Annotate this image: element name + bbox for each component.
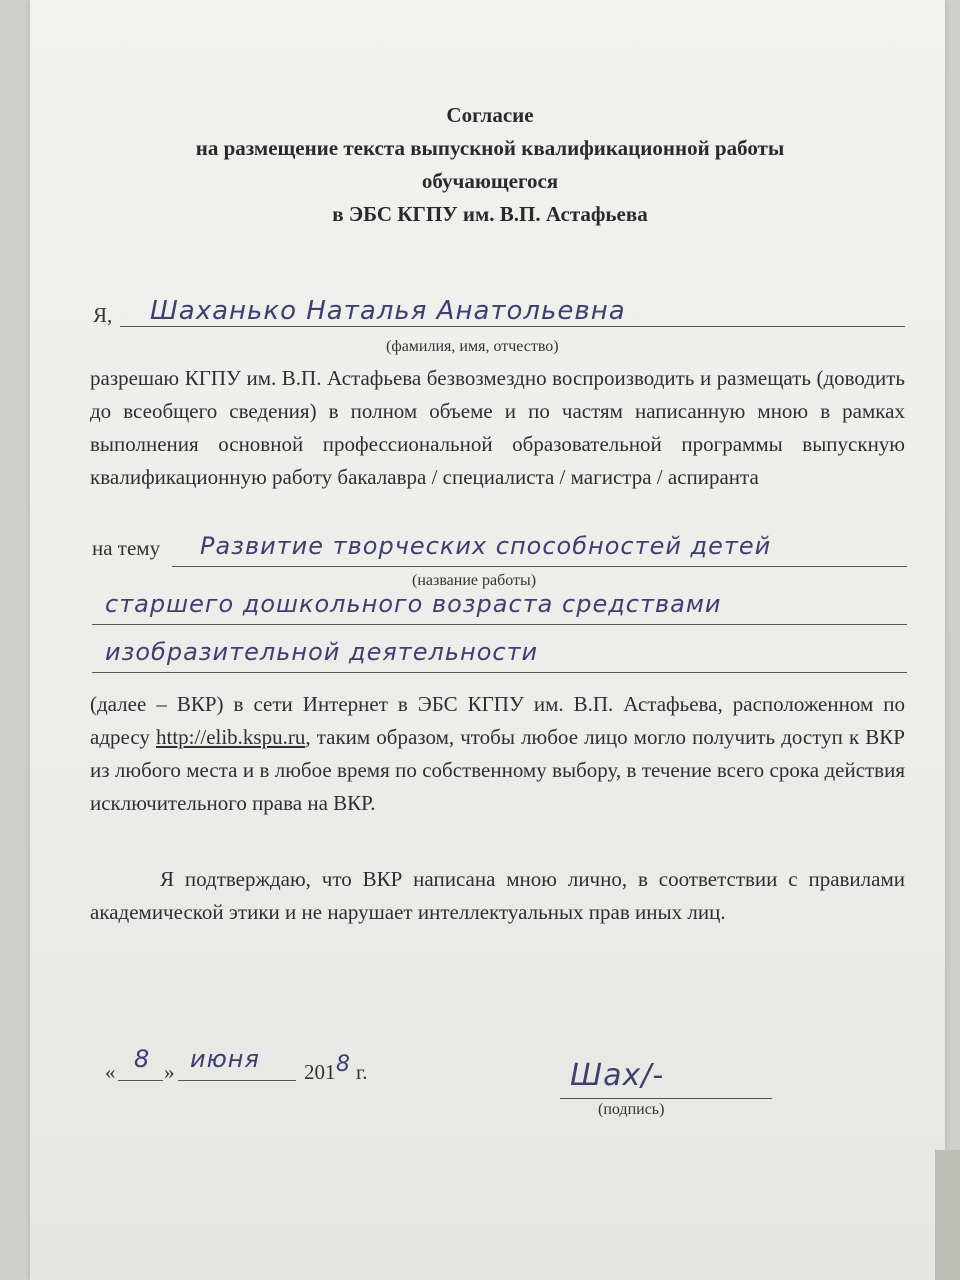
signature-underline (560, 1098, 772, 1099)
document-subtitle-3: в ЭБС КГПУ им. В.П. Астафьева (332, 202, 648, 226)
date-month: июня (190, 1045, 260, 1073)
page-edge (935, 1150, 960, 1280)
name-caption: (фамилия, имя, отчество) (386, 338, 559, 355)
publication-paragraph (90, 688, 905, 820)
date-year-prefix: 201 (304, 1060, 336, 1084)
topic-underline-3 (92, 672, 907, 673)
signature-caption: (подпись) (598, 1101, 665, 1118)
name-handwritten: Шаханько Наталья Анатольевна (150, 296, 626, 326)
topic-line-3: изобразительной деятельности (105, 638, 539, 666)
date-year-digit: 8 (336, 1052, 351, 1077)
name-prefix: Я, (93, 303, 113, 327)
topic-line-2: старшего дошкольного возраста средствами (105, 590, 722, 618)
topic-underline-1 (172, 566, 907, 567)
date-day: 8 (134, 1045, 151, 1073)
confirmation-paragraph: Я подтверждаю, что ВКР написана мною лично, в соответствии с правилами академической этики и не нарушает интеллектуальных прав иных лиц. (90, 867, 905, 924)
topic-line-1: Развитие творческих способностей детей (200, 532, 772, 560)
publication-text-end: , таким образом, чтобы любое лицо могло получить доступ к ВКР из любого места и в любое время по собственному выбору, в течение всего срока действия исключительного права на ВКР. (90, 725, 905, 815)
name-underline (120, 326, 905, 327)
publication-text-start: (далее – ВКР) в сети Интернет в ЭБС КГПУ им. В.П. Астафьева, расположенном по адресу (90, 692, 905, 749)
topic-underline-2 (92, 624, 907, 625)
consent-paragraph: разрешаю КГПУ им. В.П. Астафьева безвозмездно воспроизводить и размещать (доводить до всеобщего сведения) в полном объеме и по частям написанную мною в рамках выполнения основной профессиональной образовательной программы выпускную квалификационную работу бакалавра / специалиста / магистра / аспиранта (90, 366, 905, 489)
date-close-quote: » (164, 1060, 175, 1084)
date-month-underline (178, 1080, 296, 1081)
topic-prefix: на тему (92, 536, 161, 560)
signature-mark: Шах/- (570, 1058, 665, 1093)
document-title: Согласие (446, 103, 534, 127)
topic-caption: (название работы) (412, 572, 537, 589)
elib-link[interactable]: http://elib.kspu.ru (156, 725, 306, 749)
date-suffix: г. (356, 1060, 368, 1084)
date-open-quote: « (105, 1060, 116, 1084)
document-subtitle: на размещение текста выпускной квалификационной работы (195, 136, 785, 160)
document-subtitle-2: обучающегося (421, 169, 559, 193)
date-day-underline (118, 1080, 163, 1081)
